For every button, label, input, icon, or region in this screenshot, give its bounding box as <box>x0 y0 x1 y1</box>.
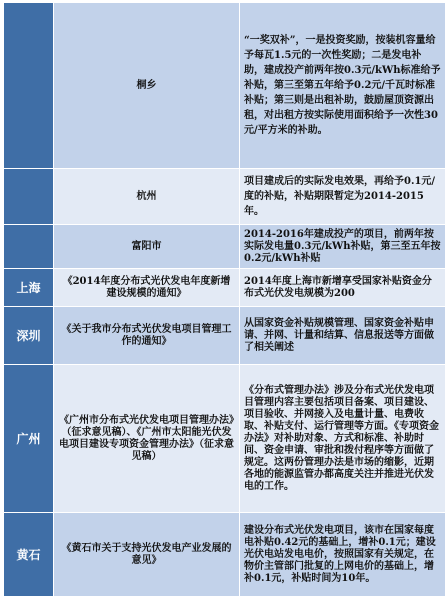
table-row-guangzhou <box>4 365 446 513</box>
document-cell: 《2014年度分布式光伏发电年度新增建设规模的通知》 <box>54 269 240 307</box>
document-cell: 《黄石市关于支持光伏发电产业发展的意见》 <box>54 513 240 597</box>
table-row-huangshi <box>4 513 446 597</box>
description-cell: 2014年度上海市新增享受国家补贴资金分布式光伏发电规模为200 <box>240 269 446 307</box>
description-cell: 建设分布式光伏发电项目，该市在国家每度电补贴0.42元的基础上，增补0.1元；建设光伏电站发电电价，按照国家有关规定，在物价主管部门批复的上网电价的基础上，增补0.1元，补贴时间为10年。 <box>240 513 446 597</box>
table-row-hangzhou <box>4 169 446 225</box>
city-cell <box>4 169 54 225</box>
description-cell: 从国家资金补贴规模管理、国家资金补贴申请、并网、计量和结算、信息报送等方面做了相关阐述 <box>240 307 446 365</box>
description-cell: 2014-2016年建成投产的项目，前两年按实际发电量0.3元/kWh补贴，第三至五年按0.2元/kWh补贴 <box>240 225 446 269</box>
region-cell: 富阳市 <box>54 225 240 269</box>
description-cell: 《分布式管理办法》涉及分布式光伏发电项目管理内容主要包括项目备案、项目建设、项目验收、并网接入及电量计量、电费收取、补贴支付、运行管理等方面。《专项资金办法》对补助对象、方式和标准、补助时间、资金申请、审批和拨付程序等方面做了规定。这两份管理办法是市场的缩影，近期各地的能源监管办都高度关注并推进光伏发电的工作。 <box>240 365 446 513</box>
city-cell: 广州 <box>4 365 54 513</box>
city-cell <box>4 3 54 169</box>
description-cell: 项目建成后的实际发电效果，再给予0.1元/度的补贴，补贴期限暂定为2014-2015年。 <box>240 169 446 225</box>
region-cell: 桐乡 <box>54 3 240 169</box>
city-cell <box>4 225 54 269</box>
table-row-shanghai <box>4 269 446 307</box>
policy-table <box>3 2 446 597</box>
description-cell: “一奖双补”，一是投资奖励，按装机容量给予每瓦1.5元的一次性奖励；二是发电补助，建成投产前两年按0.3元/kWh标准给予补贴，第三至第五年给予0.2元/千瓦时标准补贴；第三则是出租补助，鼓励屋顶资源出租，对出租方按实际使用面积给予一次性30元/平方米的补助。 <box>240 3 446 169</box>
document-cell: 《广州市分布式光伏发电项目管理办法》（征求意见稿）、《广州市太阳能光伏发电项目建设专项资金管理办法》（征求意见稿） <box>54 365 240 513</box>
region-cell: 杭州 <box>54 169 240 225</box>
city-cell: 黄石 <box>4 513 54 597</box>
document-cell: 《关于我市分布式光伏发电项目管理工作的通知》 <box>54 307 240 365</box>
table-row-shenzhen <box>4 307 446 365</box>
table-row-tongxiang <box>4 3 446 169</box>
table-row-fuyang <box>4 225 446 269</box>
city-cell: 深圳 <box>4 307 54 365</box>
city-cell: 上海 <box>4 269 54 307</box>
